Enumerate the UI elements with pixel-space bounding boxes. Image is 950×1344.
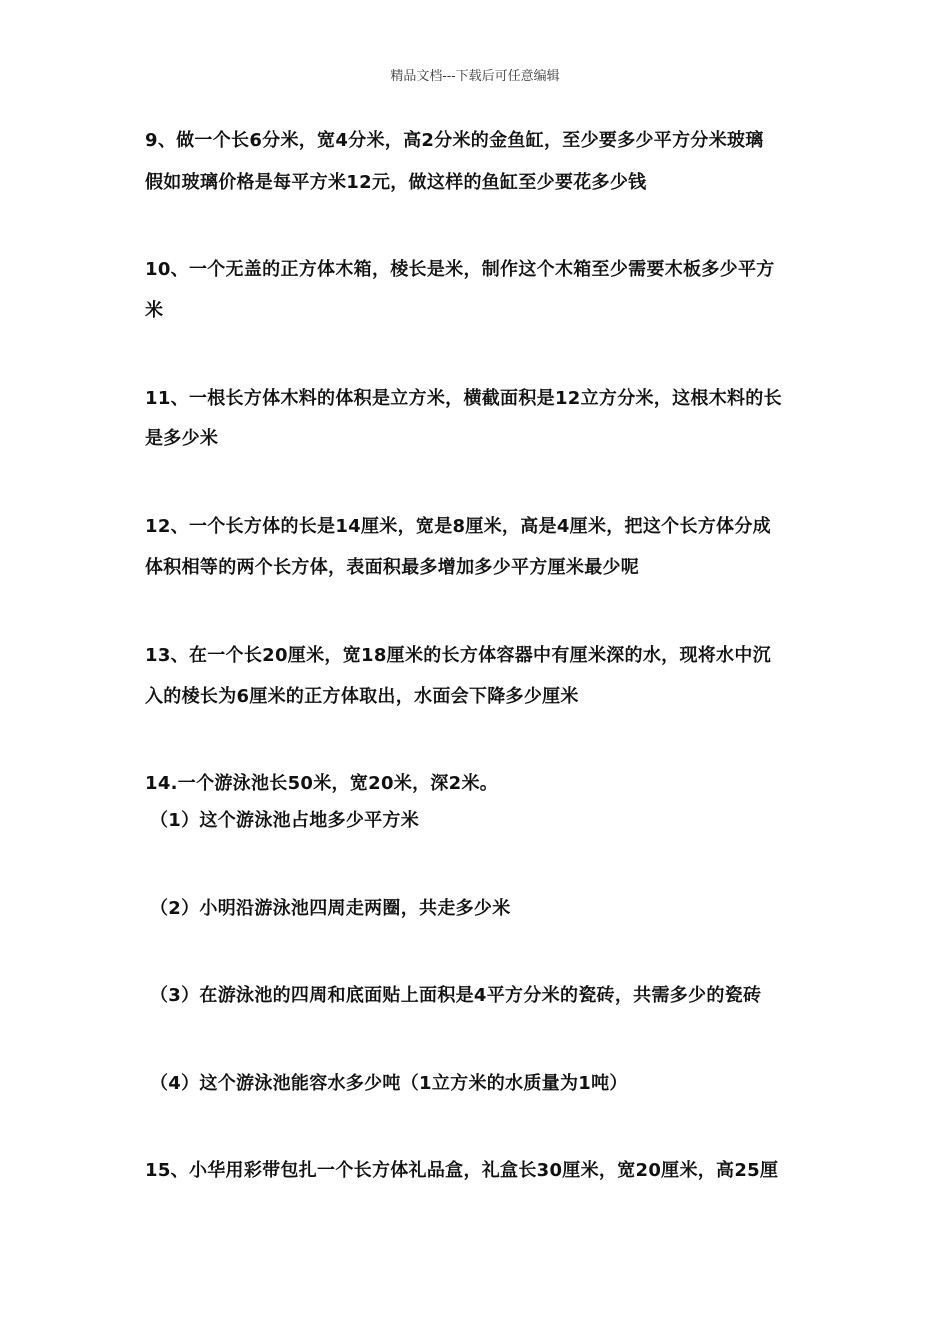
question-10-line-1: 10、一个无盖的正方体木箱，棱长是米，制作这个木箱至少需要木板多少平方: [145, 259, 775, 280]
question-11-line-1: 11、一根长方体木料的体积是立方米，横截面积是12立方分米，这根木料的长: [145, 388, 782, 409]
question-10-line-2: 米: [145, 300, 164, 321]
question-9-line-1: 9、做一个长6分米，宽4分米，高2分米的金鱼缸，至少要多少平方分米玻璃: [145, 130, 764, 151]
question-9-line-2: 假如玻璃价格是每平方米12元，做这样的鱼缸至少要花多少钱: [145, 172, 647, 193]
question-14-part-1: （1）这个游泳池占地多少平方米: [150, 810, 420, 831]
question-15-line-1: 15、小华用彩带包扎一个长方体礼品盒，礼盒长30厘米，宽20厘米，高25厘: [145, 1160, 779, 1181]
page-header: 精品文档---下载后可任意编辑: [390, 69, 560, 84]
question-14-part-3: （3）在游泳池的四周和底面贴上面积是4平方分米的瓷砖，共需多少的瓷砖: [150, 985, 762, 1006]
question-14-part-2: （2）小明沿游泳池四周走两圈，共走多少米: [150, 898, 511, 919]
question-11-line-2: 是多少米: [145, 428, 219, 449]
question-14-part-4: （4）这个游泳池能容水多少吨（1立方米的水质量为1吨）: [150, 1073, 628, 1094]
question-14-title: 14.一个游泳池长50米，宽20米，深2米。: [145, 773, 499, 794]
question-13-line-2: 入的棱长为6厘米的正方体取出，水面会下降多少厘米: [145, 686, 579, 707]
question-12-line-2: 体积相等的两个长方体，表面积最多增加多少平方厘米最少呢: [145, 557, 640, 578]
question-12-line-1: 12、一个长方体的长是14厘米，宽是8厘米，高是4厘米，把这个长方体分成: [145, 516, 771, 537]
question-13-line-1: 13、在一个长20厘米，宽18厘米的长方体容器中有厘米深的水，现将水中沉: [145, 645, 771, 666]
